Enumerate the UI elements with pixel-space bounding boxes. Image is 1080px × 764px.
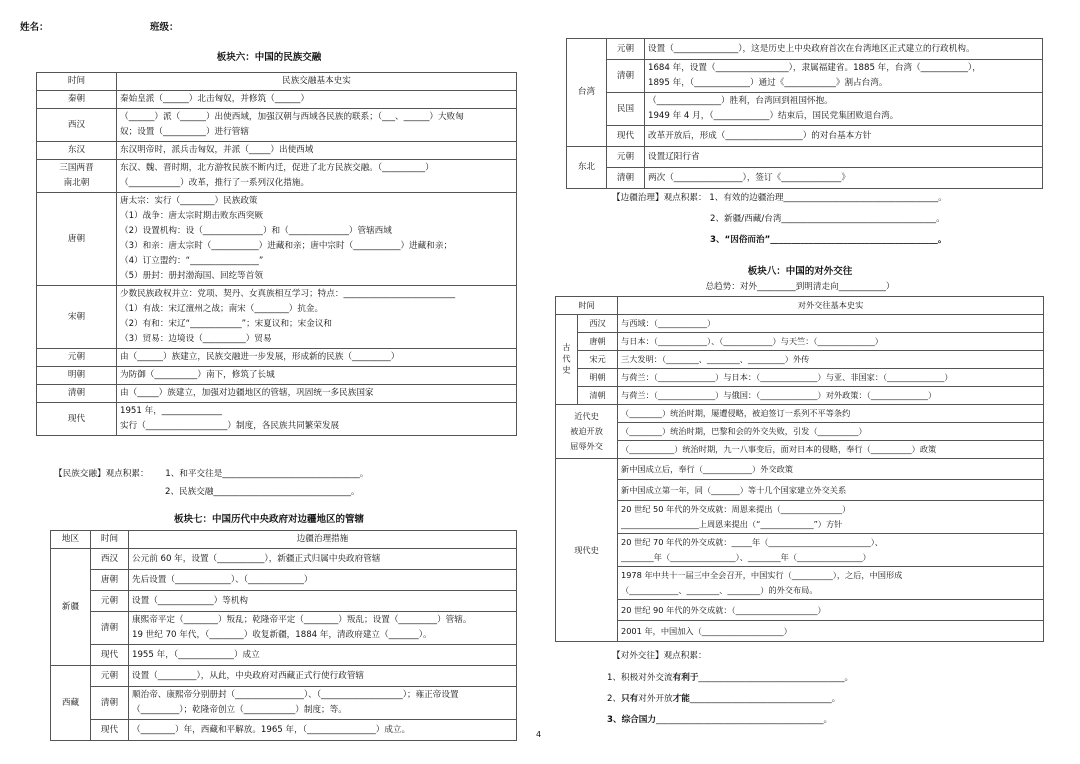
table-row bbox=[556, 333, 1044, 351]
row-facts: 三大发明：（________、________、_________）外传 bbox=[618, 351, 1044, 369]
table-row bbox=[556, 480, 1044, 501]
row-measure-line: 设置辽阳行省 bbox=[648, 151, 700, 162]
row-facts-line: 20 世纪 50 年代的外交成就：周恩来提出（_______________） bbox=[621, 504, 851, 514]
row-facts bbox=[618, 621, 1044, 642]
section7-title: 板块七：中国历代中央政府对边疆地区的管辖 bbox=[173, 514, 364, 525]
row-measure-line: 公元前 60 年，设置（___________），新疆正式归属中央政府管辖 bbox=[132, 553, 381, 564]
table-header-row bbox=[37, 73, 517, 91]
row-measure-line: 两次（________________），签订《______________》 bbox=[648, 172, 850, 183]
row-measure-line: 设置（_______________），这是历史上中央政府首次在台湾地区正式建立的行政机构。 bbox=[648, 43, 975, 54]
row-time: 现代 bbox=[37, 403, 117, 436]
row-time: 清朝 bbox=[607, 168, 645, 189]
row-facts bbox=[618, 459, 1044, 480]
row-facts: （___________）统治时期，九一八事变后，面对日本的侵略，奉行（__________）政策 bbox=[618, 441, 1044, 459]
row-measure-line: 设置（_________），从此，中央政府对西藏正式行使行政管辖 bbox=[132, 670, 365, 681]
border-obs-label: 【边疆治理】观点积累： bbox=[612, 193, 707, 203]
row-facts bbox=[117, 193, 517, 286]
ethnic-obs-label: 【民族交融】观点积累： bbox=[54, 469, 149, 479]
table-row bbox=[556, 441, 1044, 459]
section8-trend: 总趋势：对外_________到明清走向___________） bbox=[705, 282, 895, 292]
border-governance-table bbox=[50, 530, 517, 741]
table-row bbox=[556, 621, 1044, 642]
contemporary-history-label: 现代史 bbox=[556, 459, 618, 642]
table-row bbox=[51, 720, 517, 741]
table-row bbox=[37, 160, 517, 193]
row-facts: 与荷兰：（______________）与俄国：（______________）对外政策：（______________） bbox=[618, 387, 1044, 405]
foreign-relations-table bbox=[555, 296, 1044, 642]
row-facts-line: 2001 年，中国加入（____________________） bbox=[621, 625, 792, 636]
row-measure bbox=[129, 570, 517, 591]
ethnic-integration-table bbox=[36, 72, 517, 436]
row-facts-line: 秦始皇派（______）北击匈奴，并修筑（______） bbox=[120, 94, 310, 104]
row-time: 清朝 bbox=[578, 387, 618, 405]
row-facts bbox=[117, 160, 517, 193]
row-facts-line: 新中国成立第一年，同（_______）等十几个国家建立外交关系 bbox=[621, 484, 847, 495]
table-row bbox=[37, 91, 517, 109]
foreign-obs-1-pre: 1、积极对外交流 bbox=[607, 673, 673, 683]
row-measure-line: 改革开放后，形成（__________________）的对台基本方针 bbox=[648, 130, 872, 141]
header-facts: 民族交融基本史实 bbox=[117, 73, 517, 91]
row-measure-line: 设置（_____________）等机构 bbox=[132, 595, 249, 606]
table-row bbox=[556, 315, 1044, 333]
row-facts-line: （1）战争：唐太宗时期击败东西突厥 bbox=[120, 211, 263, 221]
row-facts-line: （4）订立盟约：“________________” bbox=[120, 256, 264, 266]
row-facts-line: 20 世纪 70 年代的外交成就：_____年（_________________________）、 bbox=[621, 537, 883, 547]
header-measures: 边疆治理措施 bbox=[129, 531, 517, 549]
row-facts-line: 1978 年中共十一届三中全会召开，中国实行（__________），之后，中国形成 bbox=[621, 570, 903, 580]
name-label: 姓名： bbox=[20, 22, 49, 33]
region-xinjiang: 新疆 bbox=[51, 549, 91, 666]
border-obs-line1 bbox=[612, 190, 947, 207]
border-obs-1: 1、有效的边疆治理____________________________________。 bbox=[709, 193, 947, 203]
table-row bbox=[567, 147, 1043, 168]
ethnic-observations bbox=[54, 466, 368, 483]
row-facts bbox=[618, 501, 1044, 534]
foreign-obs-1-bold: 有利于 bbox=[672, 673, 699, 683]
region-xizang: 西藏 bbox=[51, 666, 91, 741]
row-facts-line: ___________________上周恩来提出（“_____________”）方针 bbox=[621, 519, 843, 529]
border-obs-2: 2、新疆/西藏/台湾____________________________________。 bbox=[710, 214, 945, 224]
region-taiwan: 台湾 bbox=[567, 39, 607, 147]
foreign-obs-2-pre: 2、 bbox=[607, 694, 622, 704]
row-measure bbox=[129, 549, 517, 570]
row-facts-line: 唐太宗：实行（________）民族政策 bbox=[120, 196, 258, 206]
row-measure bbox=[645, 168, 1043, 189]
table-row bbox=[567, 126, 1043, 147]
foreign-obs-3-bold: 3、综合国力 bbox=[607, 715, 656, 725]
header-time: 时间 bbox=[556, 297, 618, 315]
row-measure bbox=[645, 126, 1043, 147]
table-row bbox=[51, 591, 517, 612]
table-row bbox=[556, 351, 1044, 369]
row-facts-line: （3）和亲：唐太宗时（___________）进藏和亲；唐中宗时（___________）进藏和亲； bbox=[120, 241, 453, 251]
row-time: 明朝 bbox=[37, 367, 117, 385]
header-region: 地区 bbox=[51, 531, 91, 549]
row-time: 唐朝 bbox=[91, 570, 129, 591]
row-facts-line: 奴；设置（__________）进行管辖 bbox=[120, 127, 249, 137]
row-facts bbox=[117, 286, 517, 349]
row-facts-line: 少数民族政权并立：党项、契丹、女真族相互学习；特点：__________________________ bbox=[120, 289, 456, 299]
row-time: 元朝 bbox=[607, 147, 645, 168]
row-time: 唐朝 bbox=[37, 193, 117, 286]
table-row bbox=[37, 349, 517, 367]
row-time: 三国两晋 南北朝 bbox=[37, 160, 117, 193]
row-facts: 与日本：（____________）、（____________）与天竺：（______________） bbox=[618, 333, 1044, 351]
table-row bbox=[556, 387, 1044, 405]
ancient-history-label: 古代史 bbox=[556, 315, 578, 405]
table-row bbox=[567, 39, 1043, 60]
row-facts-line: 20 世纪 90 年代的外交成就：（____________________） bbox=[621, 604, 826, 615]
foreign-obs-2-mid: 对外开放 bbox=[638, 694, 673, 704]
region-northeast: 东北 bbox=[567, 147, 607, 189]
table-row bbox=[37, 142, 517, 160]
row-time: 元朝 bbox=[91, 591, 129, 612]
row-facts bbox=[117, 403, 517, 436]
row-facts-line: 实行（___________________）制度，各民族共同繁荣发展 bbox=[120, 421, 340, 431]
row-facts: 与西域：（____________） bbox=[618, 315, 1044, 333]
table-row bbox=[51, 687, 517, 720]
row-time: 元朝 bbox=[91, 666, 129, 687]
row-facts bbox=[618, 480, 1044, 501]
table-row bbox=[556, 567, 1044, 600]
foreign-obs-3 bbox=[607, 712, 832, 729]
row-measure-line: 顺治帝、康熙帝分别册封（________________）、（___________________）；雍正帝设置 bbox=[132, 690, 459, 700]
table-row bbox=[37, 385, 517, 403]
row-time: 秦朝 bbox=[37, 91, 117, 109]
row-time: 清朝 bbox=[607, 60, 645, 93]
row-facts: （________）统治时期，巴黎和会的外交失败，引发（__________） bbox=[618, 423, 1044, 441]
row-facts-line: （______）派（______）出使西域，加强汉朝与西域各民族的联系；（___、______）大败匈 bbox=[120, 112, 464, 122]
taiwan-northeast-table bbox=[566, 38, 1043, 189]
table-row bbox=[37, 367, 517, 385]
row-facts-line: 由（_____）族建立，加强对边疆地区的管辖，巩固统一多民族国家 bbox=[120, 388, 374, 398]
row-measure bbox=[129, 645, 517, 666]
row-measure-line: （________）年，西藏和平解放。1965 年，（________________）成立。 bbox=[132, 724, 411, 735]
row-measure bbox=[129, 591, 517, 612]
row-facts bbox=[117, 367, 517, 385]
row-facts bbox=[117, 109, 517, 142]
row-facts-line: 东汉明帝时，派兵击匈奴，并派（_____）出使西域 bbox=[120, 145, 314, 155]
row-time: 元朝 bbox=[607, 39, 645, 60]
row-measure bbox=[645, 147, 1043, 168]
foreign-obs-2-tail: _________________________________。 bbox=[689, 694, 841, 704]
row-time: 现代 bbox=[607, 126, 645, 147]
table-row bbox=[51, 666, 517, 687]
row-facts-line: （5）册封：册封渤海国、回纥等首领 bbox=[120, 271, 263, 281]
row-time: 东汉 bbox=[37, 142, 117, 160]
row-facts-line: （____________、________、________）的外交布局。 bbox=[621, 585, 818, 595]
row-facts bbox=[618, 600, 1044, 621]
row-measure-line: 1949 年 4 月，（_____________）结束后，国民党集团败退台湾。 bbox=[648, 111, 899, 121]
foreign-obs-label: 【对外交往】观点积累： bbox=[612, 651, 707, 661]
row-facts: 与荷兰：（______________）与日本：（______________）与亚、非国家：（______________） bbox=[618, 369, 1044, 387]
row-measure bbox=[129, 666, 517, 687]
table-row bbox=[51, 549, 517, 570]
row-measure bbox=[645, 60, 1043, 93]
row-measure bbox=[645, 93, 1043, 126]
border-obs-3: 3、“因俗而治”_______________________________________。 bbox=[710, 235, 947, 245]
row-time: 现代 bbox=[91, 645, 129, 666]
table-row bbox=[51, 570, 517, 591]
page-number: 4 bbox=[536, 730, 542, 739]
foreign-obs-2-bold1: 只有 bbox=[621, 694, 639, 704]
section8-title: 板块八：中国的对外交往 bbox=[747, 266, 853, 277]
row-facts bbox=[618, 567, 1044, 600]
row-measure-line: 康熙帝平定（________）叛乱；乾隆帝平定（________）叛乱；设置（_________）管辖。 bbox=[132, 615, 472, 625]
row-facts-line: 为防御（__________）南下，修筑了长城 bbox=[120, 370, 275, 380]
row-time: 民国 bbox=[607, 93, 645, 126]
table-row bbox=[51, 612, 517, 645]
ethnic-obs-1: 1、和平交往是________________________________。 bbox=[165, 469, 369, 479]
row-time: 明朝 bbox=[578, 369, 618, 387]
row-facts-line: 1951 年，______________ bbox=[120, 406, 222, 416]
row-measure bbox=[129, 720, 517, 741]
table-header-row bbox=[51, 531, 517, 549]
table-row bbox=[37, 286, 517, 349]
row-facts bbox=[117, 142, 517, 160]
table-row bbox=[51, 645, 517, 666]
table-row bbox=[556, 405, 1044, 423]
row-time: 现代 bbox=[91, 720, 129, 741]
table-row bbox=[556, 459, 1044, 480]
table-row bbox=[37, 109, 517, 142]
row-measure-line: （_________）；乾隆帝创立（____________）制度；等。 bbox=[132, 705, 347, 715]
row-facts-line: 由（______）族建立，民族交融进一步发展，形成新的民族（_________） bbox=[120, 352, 400, 362]
row-facts bbox=[117, 349, 517, 367]
row-facts bbox=[117, 91, 517, 109]
row-facts-line: （2）有和：宋辽“____________”；宋夏议和；宋金议和 bbox=[120, 319, 333, 329]
row-time: 西汉 bbox=[578, 315, 618, 333]
row-facts-line: （2）设置机构：设（______________）和（______________）管辖西域 bbox=[120, 226, 392, 236]
table-header-row bbox=[556, 297, 1044, 315]
header-time: 时间 bbox=[91, 531, 129, 549]
row-facts bbox=[618, 534, 1044, 567]
row-time: 清朝 bbox=[91, 687, 129, 720]
row-measure-line: （_______________）胜利，台湾回到祖国怀抱。 bbox=[648, 96, 833, 106]
table-row bbox=[567, 168, 1043, 189]
row-measure-line: 1895 年，（_____________）通过《____________》割占台湾。 bbox=[648, 78, 888, 88]
row-time: 宋元 bbox=[578, 351, 618, 369]
table-row bbox=[556, 600, 1044, 621]
table-row bbox=[37, 403, 517, 436]
row-facts-line: （1）有战：宋辽澶州之战；南宋（________）抗金。 bbox=[120, 304, 324, 314]
row-time: 西汉 bbox=[91, 549, 129, 570]
table-row bbox=[567, 60, 1043, 93]
row-facts-line: （3）贸易：边境设（__________）贸易 bbox=[120, 334, 272, 344]
row-measure-line: 1955 年，（_____________）成立 bbox=[132, 649, 260, 660]
row-measure bbox=[129, 612, 517, 645]
row-time: 元朝 bbox=[37, 349, 117, 367]
header-facts: 对外交往基本史实 bbox=[618, 297, 1044, 315]
row-facts-line: （____________）改革，推行了一系列汉化措施。 bbox=[120, 178, 310, 188]
table-row bbox=[556, 501, 1044, 534]
foreign-obs-2-bold2: 才能 bbox=[672, 694, 690, 704]
row-facts bbox=[117, 385, 517, 403]
row-time: 清朝 bbox=[91, 612, 129, 645]
table-row bbox=[556, 534, 1044, 567]
row-time: 西汉 bbox=[37, 109, 117, 142]
foreign-obs-3-tail: _______________________________________。 bbox=[655, 715, 833, 725]
row-measure-line: 1684 年，设置（_________________），隶属福建省。1885 年，台湾（___________）， bbox=[648, 63, 981, 73]
row-time: 宋朝 bbox=[37, 286, 117, 349]
row-measure-line: 19 世纪 70 年代，（________）收复新疆，1884 年，清政府建立（_______）。 bbox=[132, 630, 432, 640]
table-row bbox=[567, 93, 1043, 126]
row-measure-line: 先后设置（_____________）、（_____________） bbox=[132, 574, 313, 585]
row-measure bbox=[129, 687, 517, 720]
header-time: 时间 bbox=[37, 73, 117, 91]
section6-title: 板块六：中国的民族交融 bbox=[216, 52, 322, 63]
ethnic-obs-2: 2、民族交融________________________________。 bbox=[165, 487, 360, 497]
row-facts-line: ________年（________________）、________年（________________） bbox=[621, 552, 871, 562]
foreign-obs-1 bbox=[607, 670, 853, 687]
table-row bbox=[556, 423, 1044, 441]
row-measure bbox=[645, 39, 1043, 60]
row-facts-line: 东汉、魏、晋时期，北方游牧民族不断内迁，促进了北方民族交融。（__________） bbox=[120, 163, 434, 173]
foreign-obs-2 bbox=[607, 691, 840, 708]
foreign-obs-1-tail: __________________________________。 bbox=[698, 673, 854, 683]
class-label: 班级： bbox=[150, 22, 179, 33]
row-facts: （________）统治时期，屡遭侵略，被迫签订一系列不平等条约 bbox=[618, 405, 1044, 423]
row-time: 唐朝 bbox=[578, 333, 618, 351]
row-time: 清朝 bbox=[37, 385, 117, 403]
table-row bbox=[556, 369, 1044, 387]
row-facts-line: 新中国成立后，奉行（____________）外交政策 bbox=[621, 463, 793, 474]
table-row bbox=[37, 193, 517, 286]
modern-history-label: 近代史 被迫开放 屈辱外交 bbox=[556, 405, 618, 459]
